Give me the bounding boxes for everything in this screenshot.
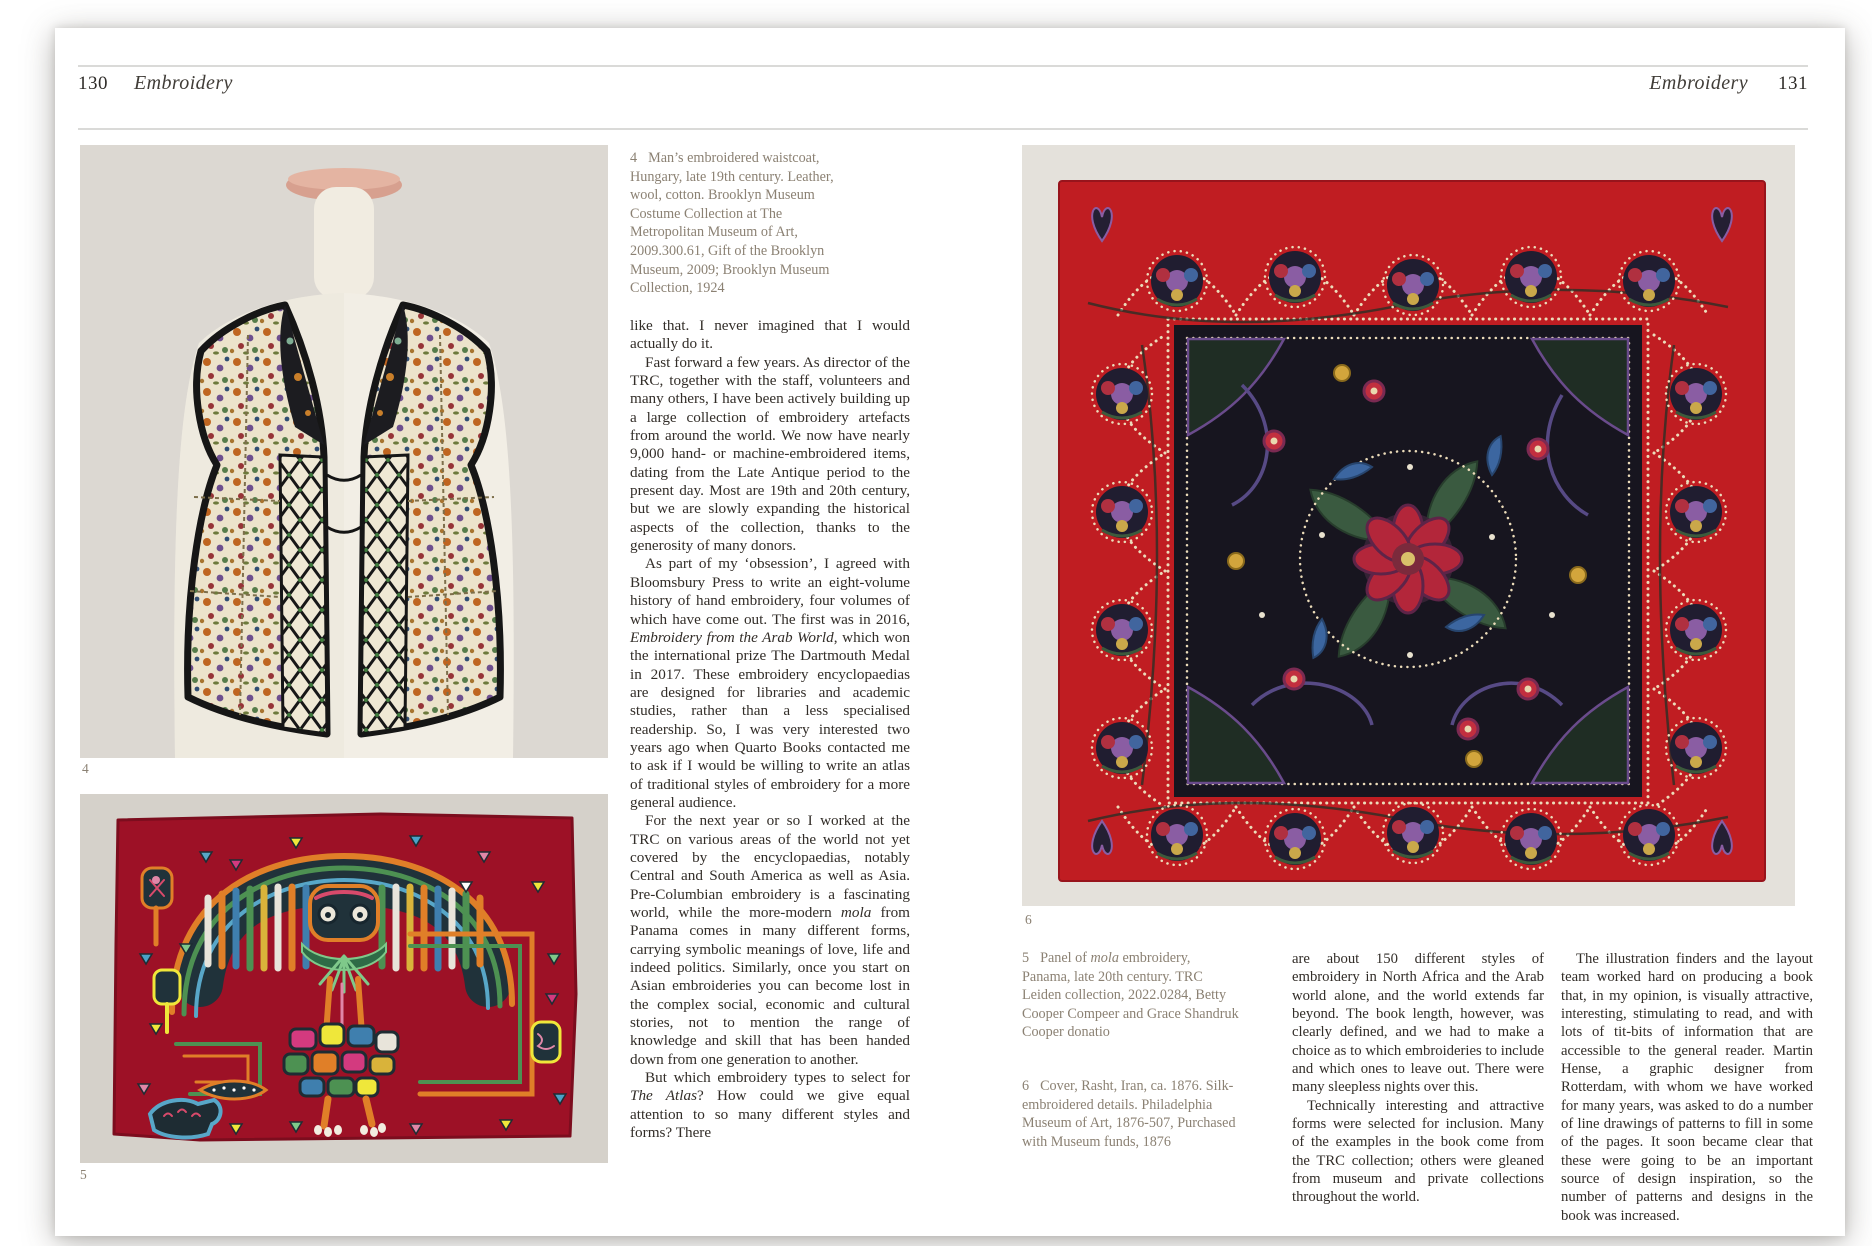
paragraph-text: , which won the international prize The Dartmouth Medal in 2017. These embroidery encyclopaedias are designed for libraries and academic studies, rather than a less specialised readership. So, I was very interested two years ago when Quarto Books contacted me to ask if I would be willing to write an atlas of traditional styles of embroidery for a more general audience. — [630, 628, 910, 811]
paragraph — [630, 812, 910, 1069]
caption5-italic-term: mola — [1090, 950, 1119, 966]
paragraph-text: For the next year or so I worked at the TRC on various areas of the world not yet covered by the encyclopaedias, notably Central and South America as well as Asia. Pre-Columbian embroidery is a fascinating world, while the more-modern — [630, 812, 910, 921]
paragraph-text: Technically interesting and attractive forms were selected for inclusion. Many of the examples in the book come from the TRC collection; others were gleaned from museum and private collections throughout the world. — [1292, 1097, 1544, 1206]
paragraph-text: ? How could we give equal attention to so many different styles and forms? There — [630, 1087, 910, 1142]
caption6-text: Cover, Rasht, Iran, ca. 1876. Silk-embroidered details. Philadelphia Museum of Art, 1876-507, Purchased with Museum funds, 1876 — [1022, 1078, 1236, 1150]
centre-field — [1174, 325, 1642, 797]
rasht-cover-illustration — [1022, 145, 1795, 906]
left-running-head: Embroidery — [134, 72, 233, 94]
waistcoat-illustration — [80, 145, 608, 758]
caption-figure4 — [630, 149, 852, 298]
right-page-number: 131 — [1778, 73, 1808, 94]
figure6-label: 6 — [1025, 912, 1032, 927]
paragraph — [1292, 1097, 1544, 1207]
paragraph-text: from Panama comes in many different forms, carrying symbolic meanings of love, life and indeed politics. Similarly, once you start on Asian embroideries you can become lost in the complex social, economic and cultural stories, not to mention the range of knowledge and skill that has been handed down from one generation to another. — [630, 904, 911, 1068]
paragraph — [1292, 950, 1544, 1097]
paragraph — [630, 354, 910, 556]
running-header — [78, 72, 1808, 95]
caption-figure5 — [1022, 949, 1242, 1042]
rasht-cover-photo — [1022, 145, 1795, 906]
right-running-head: Embroidery — [1649, 72, 1748, 94]
paragraph-text: like that. I never imagined that I would actually do it. — [630, 317, 910, 353]
paragraph — [630, 1069, 910, 1142]
paragraph-text: As part of my ‘obsession’, I agreed with Bloomsbury Press to write an eight-volume history of hand embroidery, four volumes of which have come out. The first was in 2016, — [630, 555, 910, 628]
mola-photo — [80, 794, 608, 1163]
right-body-column-1 — [1292, 950, 1544, 1207]
left-page-number: 130 — [78, 73, 108, 94]
header-rule-top — [78, 65, 1808, 67]
book-title-italic: The Atlas — [630, 1087, 697, 1105]
figure4-label: 4 — [82, 761, 89, 776]
caption4-number: 4 — [630, 150, 638, 166]
right-body-column-2 — [1561, 950, 1813, 1225]
caption-figure6 — [1022, 1077, 1242, 1151]
mola-illustration — [80, 794, 608, 1163]
term-italic: mola — [840, 904, 872, 921]
figure5-label: 5 — [80, 1167, 87, 1182]
paragraph-text: The illustration finders and the layout team worked hard on producing a book that, in my opinion, is visually attractive, interesting, stimulating to read, and with lots of tit-bits of information that are accessible to the general reader. Martin Hense, a graphic designer from Rotterdam, with whom we have worked for many years, was asked to do a number of line drawings of patterns to fill in some of the pages. It soon became clear that these were going to be an important source of design inspiration, so the number of patterns and designs in the book was increased. — [1561, 951, 1813, 1224]
book-title-italic: Embroidery from the Arab World — [630, 628, 834, 646]
left-body-column — [630, 317, 910, 1142]
caption5-text: embroidery, Panama, late 20th century. TRC Leiden collection, 2022.0284, Betty Cooper Compeer and Grace Shandruk Cooper donatio — [1022, 950, 1239, 1041]
paragraph-text: Fast forward a few years. As director of the TRC, together with the staff, volunteers and many others, I have been actively building up a large collection of embroidery artefacts from around the world. We now have nearly 9,000 hand- or machine-embroidered items, dating from the Late Antique period to the present day. Most are 19th and 20th century, but we are slowly expanding the historical aspects of the collection, thanks to the generosity of many donors. — [630, 353, 910, 555]
caption5-text: Panel of — [1040, 950, 1091, 966]
left-running-header — [78, 72, 233, 95]
book-page-spread — [55, 28, 1845, 1236]
paragraph-text: are about 150 different styles of embroidery in North Africa and the Arab world alone, and the world extends far beyond. The book length, however, was clearly defined, and we had to make a choice as to which embroideries to include and which ones to leave out. There were many sleepless nights over this. — [1292, 951, 1544, 1096]
paragraph — [630, 555, 910, 812]
header-rule-bottom — [78, 128, 1808, 130]
caption6-number: 6 — [1022, 1078, 1030, 1094]
paragraph — [1561, 950, 1813, 1225]
caption4-text: Man’s embroidered waistcoat, Hungary, late 19th century. Leather, wool, cotton. Brooklyn Museum Costume Collection at The Metropolitan Museum of Art, 2009.300.61, Gift of the Brooklyn Museum, 2009; Brooklyn Museum Collection, 1924 — [630, 150, 834, 297]
paragraph-text: But which embroidery types to select for — [645, 1069, 910, 1087]
paragraph — [630, 317, 910, 354]
waistcoat-photo — [80, 145, 608, 758]
right-running-header — [1649, 72, 1808, 95]
caption5-number: 5 — [1022, 950, 1030, 966]
